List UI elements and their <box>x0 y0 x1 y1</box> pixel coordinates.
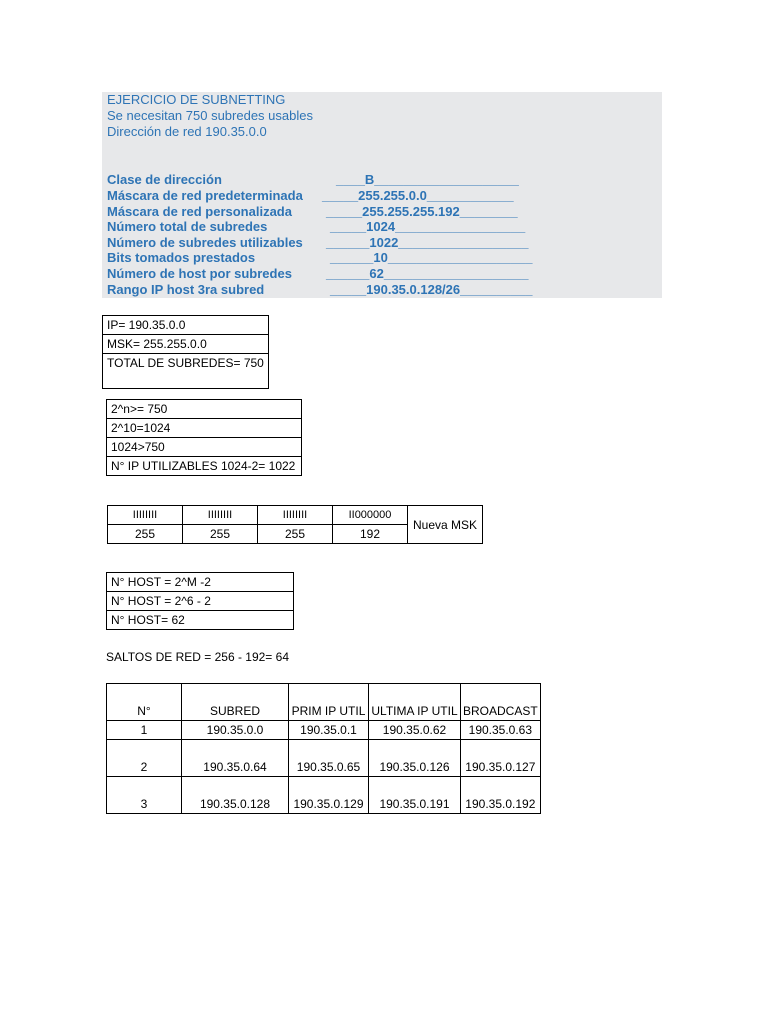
mask-bits-octet-4: II000000 <box>333 506 408 525</box>
row-3-first-ip: 190.35.0.129 <box>289 777 369 814</box>
row-3-broadcast: 190.35.0.192 <box>461 777 541 814</box>
summary-label-usable-subnets: Número de subredes utilizables <box>107 235 303 250</box>
summary-value-usable-subnets: ______1022__________________ <box>326 235 529 250</box>
row-2-broadcast: 190.35.0.127 <box>461 740 541 777</box>
row-1-last-ip: 190.35.0.62 <box>369 721 461 740</box>
table-row <box>107 777 541 814</box>
summary-label-class: Clase de dirección <box>107 172 222 187</box>
summary-label-custom-mask: Máscara de red personalizada <box>107 204 292 219</box>
mask-value-octet-1: 255 <box>108 525 183 544</box>
network-jump-text: SALTOS DE RED = 256 - 192= 64 <box>106 650 289 664</box>
header-first-ip: PRIM IP UTIL <box>289 684 369 721</box>
row-3-subnet: 190.35.0.128 <box>182 777 289 814</box>
summary-value-custom-mask: _____255.255.255.192________ <box>326 204 518 219</box>
mask-value-octet-3: 255 <box>258 525 333 544</box>
bits-calculation-box <box>106 399 302 476</box>
mask-bits-octet-1: IIIIIIII <box>108 506 183 525</box>
total-subnets-cell: TOTAL DE SUBREDES= 750 <box>103 354 269 389</box>
header-last-ip: ULTIMA IP UTIL <box>369 684 461 721</box>
mask-value-octet-4: 192 <box>333 525 408 544</box>
calc-line-4: N° IP UTILIZABLES 1024-2= 1022 <box>107 457 302 476</box>
summary-value-default-mask: _____255.255.0.0____________ <box>322 188 514 203</box>
summary-label-hosts-per-subnet: Número de host por subredes <box>107 266 292 281</box>
summary-value-borrowed-bits: ______10____________________ <box>330 250 533 265</box>
host-formula-line-3: N° HOST= 62 <box>107 611 294 630</box>
host-formula-line-1: N° HOST = 2^M -2 <box>107 573 294 592</box>
mask-bits-octet-3: IIIIIIII <box>258 506 333 525</box>
header-subnet: SUBRED <box>182 684 289 721</box>
network-info-box <box>102 315 269 389</box>
row-2-last-ip: 190.35.0.126 <box>369 740 461 777</box>
subnet-table <box>106 683 541 814</box>
summary-value-hosts-per-subnet: ______62____________________ <box>326 266 529 281</box>
mask-bits-octet-2: IIIIIIII <box>183 506 258 525</box>
row-2-number: 2 <box>107 740 182 777</box>
calc-line-3: 1024>750 <box>107 438 302 457</box>
row-2-subnet: 190.35.0.64 <box>182 740 289 777</box>
row-1-first-ip: 190.35.0.1 <box>289 721 369 740</box>
row-1-number: 1 <box>107 721 182 740</box>
mask-value-octet-2: 255 <box>183 525 258 544</box>
hosts-calculation-box <box>106 572 294 630</box>
row-3-last-ip: 190.35.0.191 <box>369 777 461 814</box>
summary-label-total-subnets: Número total de subredes <box>107 219 268 234</box>
exercise-title: EJERCICIO DE SUBNETTING <box>107 92 286 107</box>
table-row <box>107 721 541 740</box>
summary-label-default-mask: Máscara de red predeterminada <box>107 188 303 203</box>
subnet-table-header <box>107 684 541 721</box>
new-mask-table <box>107 505 483 544</box>
row-3-number: 3 <box>107 777 182 814</box>
summary-label-borrowed-bits: Bits tomados prestados <box>107 250 256 265</box>
calc-line-1: 2^n>= 750 <box>107 400 302 419</box>
header-number: N° <box>107 684 182 721</box>
exercise-requirement: Se necesitan 750 subredes usables <box>107 108 313 123</box>
mask-cell: MSK= 255.255.0.0 <box>103 335 269 354</box>
row-2-first-ip: 190.35.0.65 <box>289 740 369 777</box>
summary-label-host-range: Rango IP host 3ra subred <box>107 282 265 297</box>
header-broadcast: BROADCAST <box>461 684 541 721</box>
summary-value-host-range: _____190.35.0.128/26__________ <box>330 282 533 297</box>
network-address-line: Dirección de red 190.35.0.0 <box>107 124 267 139</box>
ip-cell: IP= 190.35.0.0 <box>103 316 269 335</box>
table-row <box>107 740 541 777</box>
row-1-subnet: 190.35.0.0 <box>182 721 289 740</box>
summary-value-class: ____B____________________ <box>336 172 519 187</box>
row-1-broadcast: 190.35.0.63 <box>461 721 541 740</box>
summary-value-total-subnets: _____1024__________________ <box>330 219 526 234</box>
calc-line-2: 2^10=1024 <box>107 419 302 438</box>
new-mask-label: Nueva MSK <box>408 506 483 544</box>
host-formula-line-2: N° HOST = 2^6 - 2 <box>107 592 294 611</box>
